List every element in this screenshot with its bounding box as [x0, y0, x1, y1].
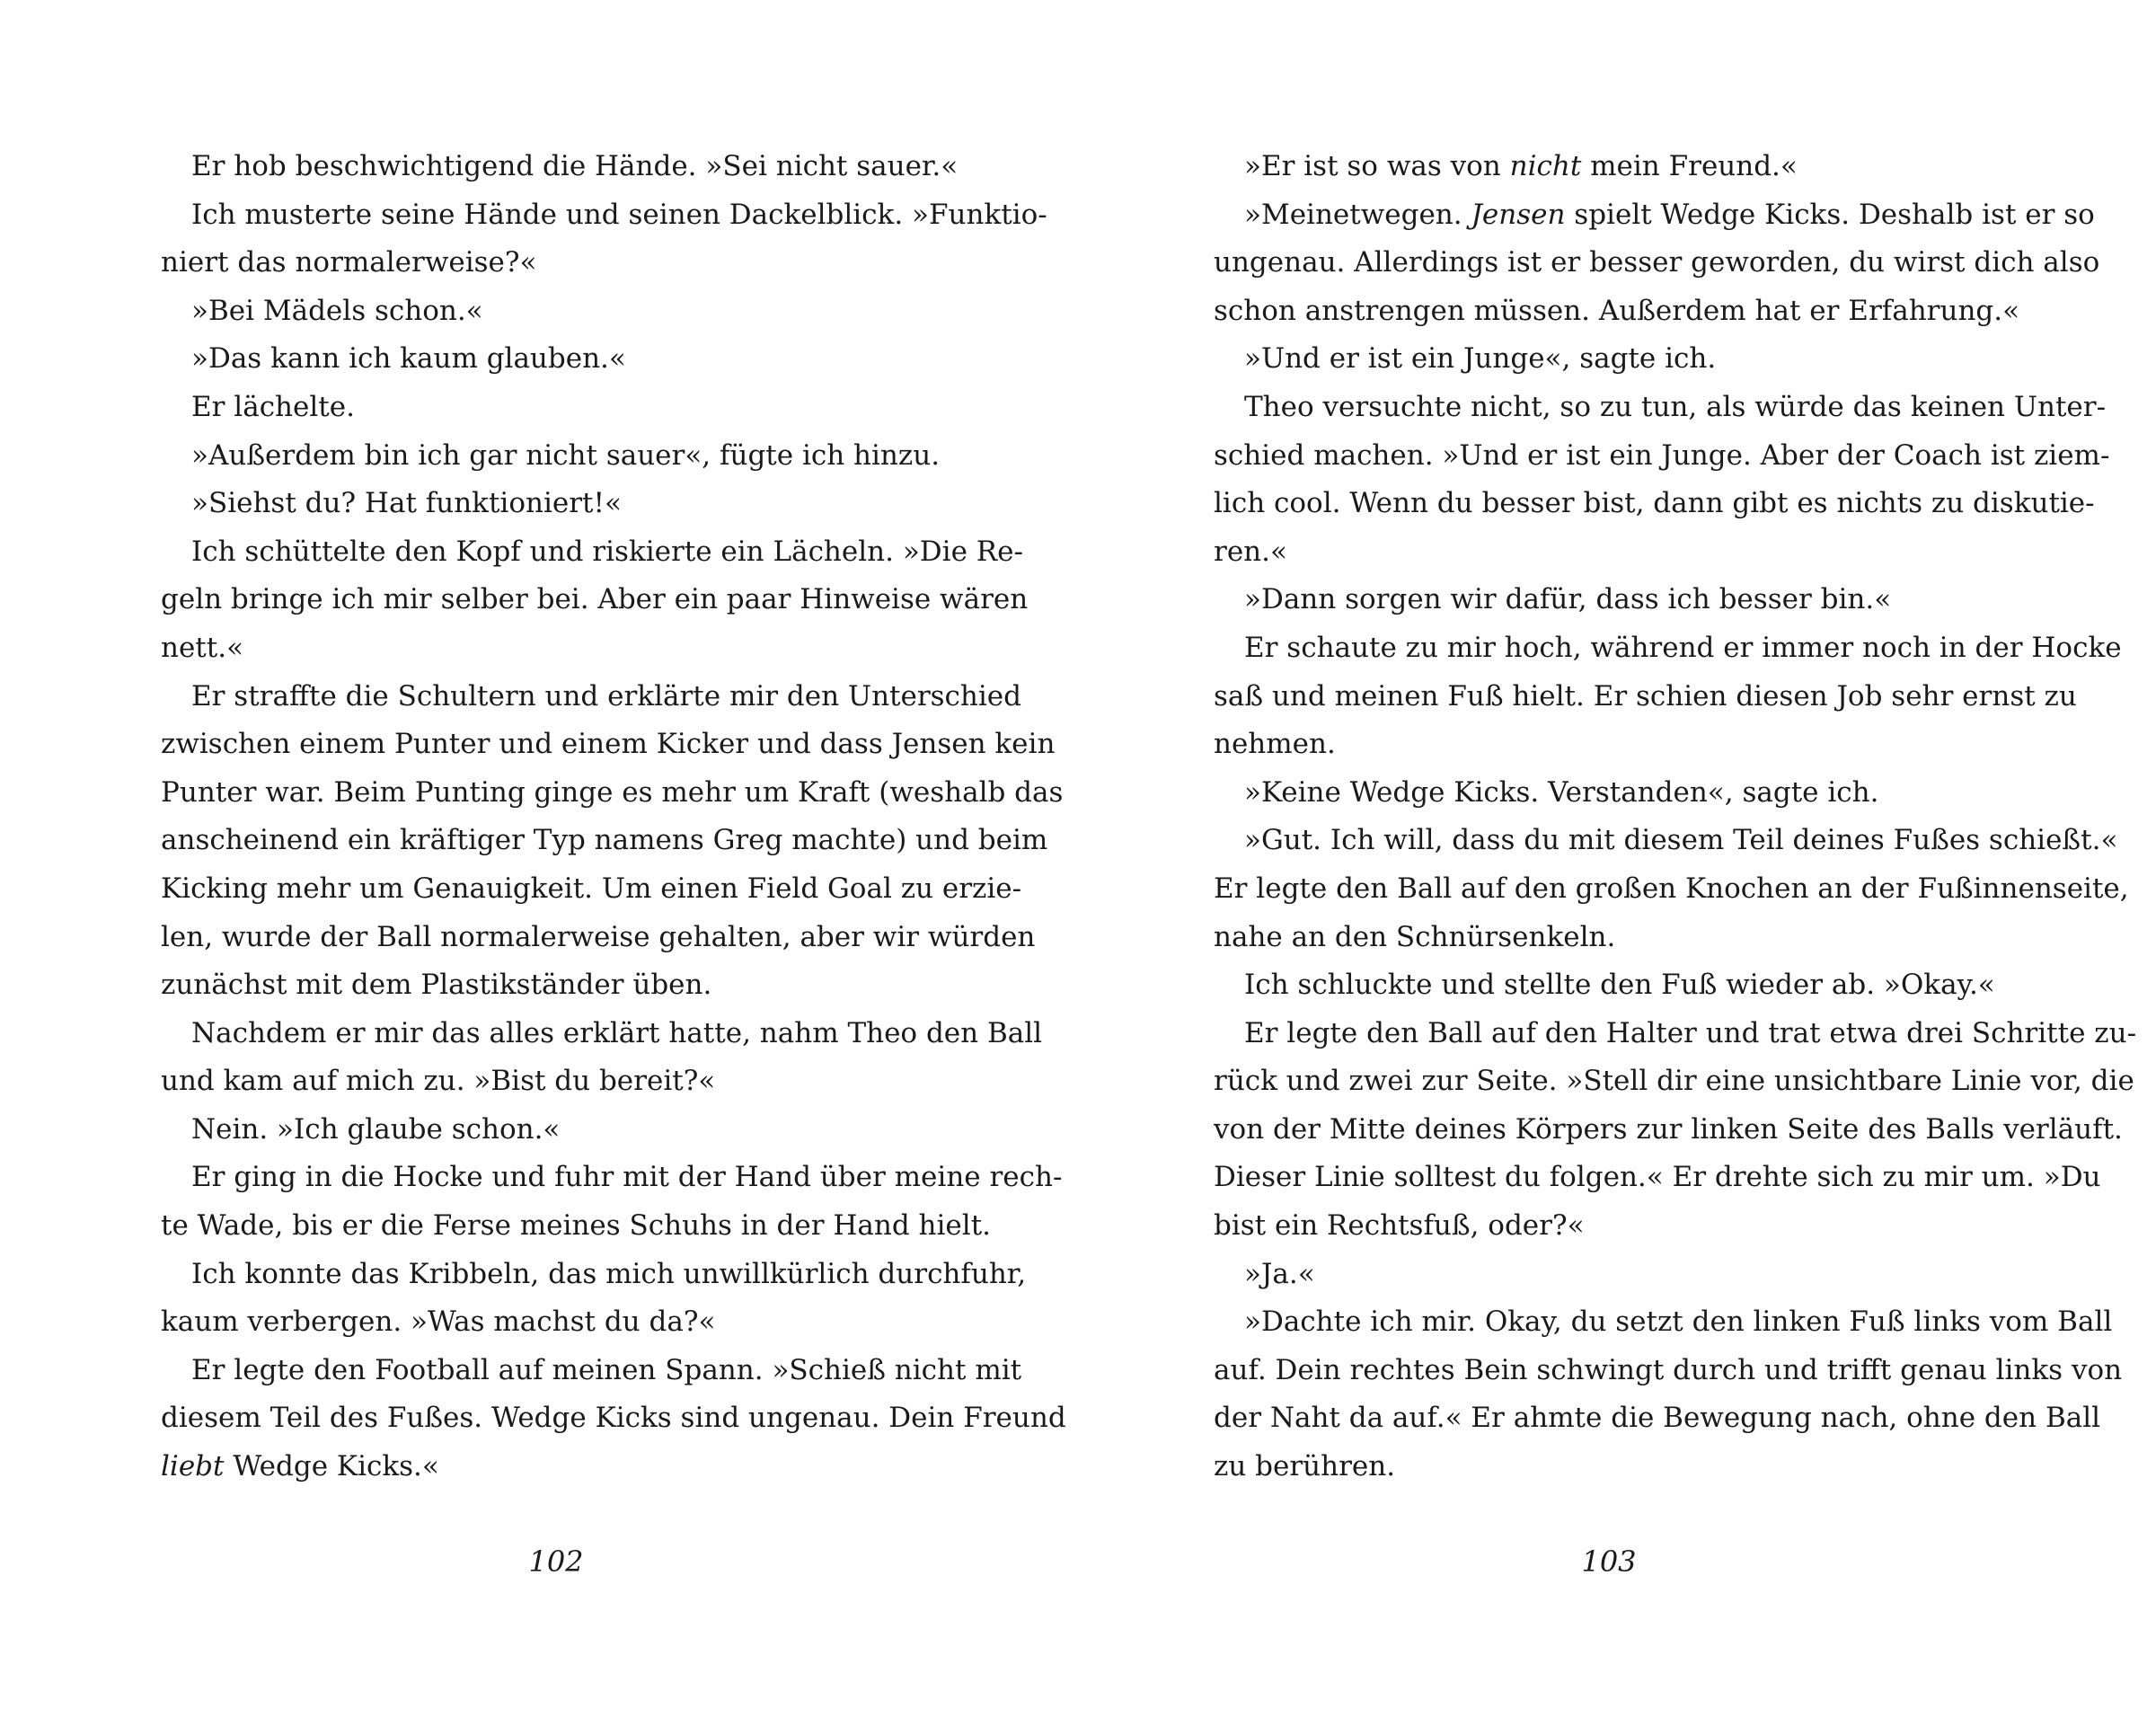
text-line: Ich konnte das Kribbeln, das mich unwillkürlich durchfuhr, [191, 1257, 1027, 1290]
text-line: te Wade, bis er die Ferse meines Schuhs in der Hand hielt. [161, 1209, 992, 1243]
text-line: Dieser Linie solltest du folgen.« Er drehte sich zu mir um. »Du [1214, 1161, 2101, 1194]
text-line: diesem Teil des Fußes. Wedge Kicks sind ungenau. Dein Freund [161, 1402, 1066, 1435]
text-line: nahe an den Schnürsenkeln. [1214, 920, 1616, 953]
text-line: Er straffte die Schultern und erklärte mir den Unterschied [191, 679, 1021, 712]
text-line: anscheinend ein kräftiger Typ namens Greg machte) und beim [161, 824, 1048, 857]
text-line: »Keine Wedge Kicks. Verstanden«, sagte ich. [1244, 775, 1879, 809]
text-line: geln bringe ich mir selber bei. Aber ein paar Hinweise wären [161, 583, 1029, 616]
text-line: niert das normalerweise?« [161, 246, 537, 279]
text-line: Ich musterte seine Hände und seinen Dackelblick. »Funktio- [191, 198, 1047, 231]
text-line: Ich schluckte und stellte den Fuß wieder ab. »Okay.« [1244, 969, 1995, 1002]
text-line: ren.« [1214, 535, 1287, 568]
text-line: saß und meinen Fuß hielt. Er schien diesen Job sehr ernst zu [1214, 679, 2077, 712]
text-line: »Und er ist ein Junge«, sagte ich. [1244, 342, 1717, 376]
text-line: »Bei Mädels schon.« [191, 294, 483, 327]
text-line: zwischen einem Punter und einem Kicker und dass Jensen kein [161, 728, 1056, 761]
text-line: Theo versuchte nicht, so zu tun, als würde das keinen Unter- [1244, 390, 2107, 423]
text-line: von der Mitte deines Körpers zur linken Seite des Balls verläuft. [1214, 1112, 2123, 1146]
text-line: Er hob beschwichtigend die Hände. »Sei nicht sauer.« [191, 150, 959, 182]
text-line: »Ja.« [1244, 1257, 1315, 1290]
line-text: »Meinetwegen. [1244, 198, 1471, 231]
line-text: Wedge Kicks.« [224, 1450, 439, 1483]
right-page-text [1214, 143, 2137, 1491]
text-line [161, 1443, 956, 1491]
text-line: Er legte den Ball auf den Halter und trat etwa drei Schritte zu- [1244, 1016, 2137, 1049]
text-line: »Dachte ich mir. Okay, du setzt den linken Fuß links vom Ball [1244, 1305, 2113, 1339]
text-line [1214, 191, 2095, 240]
text-line: Punter war. Beim Punting ginge es mehr um Kraft (weshalb das [161, 775, 1064, 809]
text-line: rück und zwei zur Seite. »Stell dir eine unsichtbare Linie vor, die [1214, 1065, 2134, 1098]
text-line: lich cool. Wenn du besser bist, dann gibt es nichts zu diskutie- [1214, 487, 2095, 520]
text-line: »Dann sorgen wir dafür, dass ich besser bin.« [1244, 583, 1892, 616]
emphasis-text: liebt [161, 1450, 225, 1483]
text-line: schied machen. »Und er ist ein Junge. Aber der Coach ist ziem- [1214, 438, 2110, 472]
text-line: nehmen. [1214, 728, 1336, 761]
left-page-number: 102 [528, 1544, 584, 1579]
line-text: mein Freund.« [1581, 150, 1798, 182]
text-line [1214, 143, 2009, 191]
text-line: schon anstrengen müssen. Außerdem hat er Erfahrung.« [1214, 294, 2020, 327]
right-page-number: 103 [1581, 1544, 1637, 1579]
text-line: Er legte den Ball auf den großen Knochen an der Fußinnenseite, [1214, 872, 2129, 905]
text-line: Kicking mehr um Genauigkeit. Um einen Field Goal zu erzie- [161, 872, 1022, 905]
line-text: spielt Wedge Kicks. Deshalb ist er so [1565, 198, 2095, 231]
text-line: der Naht da auf.« Er ahmte die Bewegung nach, ohne den Ball [1214, 1402, 2101, 1435]
text-line: Nachdem er mir das alles erklärt hatte, nahm Theo den Ball [191, 1016, 1043, 1049]
text-line: nett.« [161, 631, 244, 664]
text-line: und kam auf mich zu. »Bist du bereit?« [161, 1065, 716, 1098]
text-line: Er ging in die Hocke und fuhr mit der Hand über meine rech- [191, 1161, 1063, 1194]
text-line: kaum verbergen. »Was machst du da?« [161, 1305, 716, 1339]
line-text: »Er ist so was von [1244, 150, 1510, 182]
text-line: len, wurde der Ball normalerweise gehalten, aber wir würden [161, 920, 1036, 953]
text-line: Er lächelte. [191, 390, 355, 423]
text-line: »Außerdem bin ich gar nicht sauer«, fügte ich hinzu. [191, 438, 941, 472]
text-line: »Siehst du? Hat funktioniert!« [191, 487, 622, 520]
text-line: auf. Dein rechtes Bein schwingt durch und trifft genau links von [1214, 1353, 2123, 1386]
left-page-text [161, 143, 1066, 1491]
text-line: Er legte den Football auf meinen Spann. »Schieß nicht mit [191, 1353, 1022, 1386]
text-line: zu berühren. [1214, 1450, 1396, 1483]
emphasis-text: nicht [1509, 150, 1582, 182]
text-line: »Gut. Ich will, dass du mit diesem Teil deines Fußes schießt.« [1244, 824, 2118, 857]
text-line: zunächst mit dem Plastikständer üben. [161, 969, 712, 1002]
text-line: Er schaute zu mir hoch, während er immer noch in der Hocke [1244, 631, 2122, 664]
emphasis-text: Jensen [1471, 198, 1566, 231]
text-line: Ich schüttelte den Kopf und riskierte ein Lächeln. »Die Re- [191, 535, 1023, 568]
text-line: bist ein Rechtsfuß, oder?« [1214, 1209, 1585, 1243]
text-line: Nein. »Ich glaube schon.« [191, 1112, 561, 1146]
text-line: ungenau. Allerdings ist er besser geworden, du wirst dich also [1214, 246, 2100, 279]
text-line: »Das kann ich kaum glauben.« [191, 342, 626, 376]
